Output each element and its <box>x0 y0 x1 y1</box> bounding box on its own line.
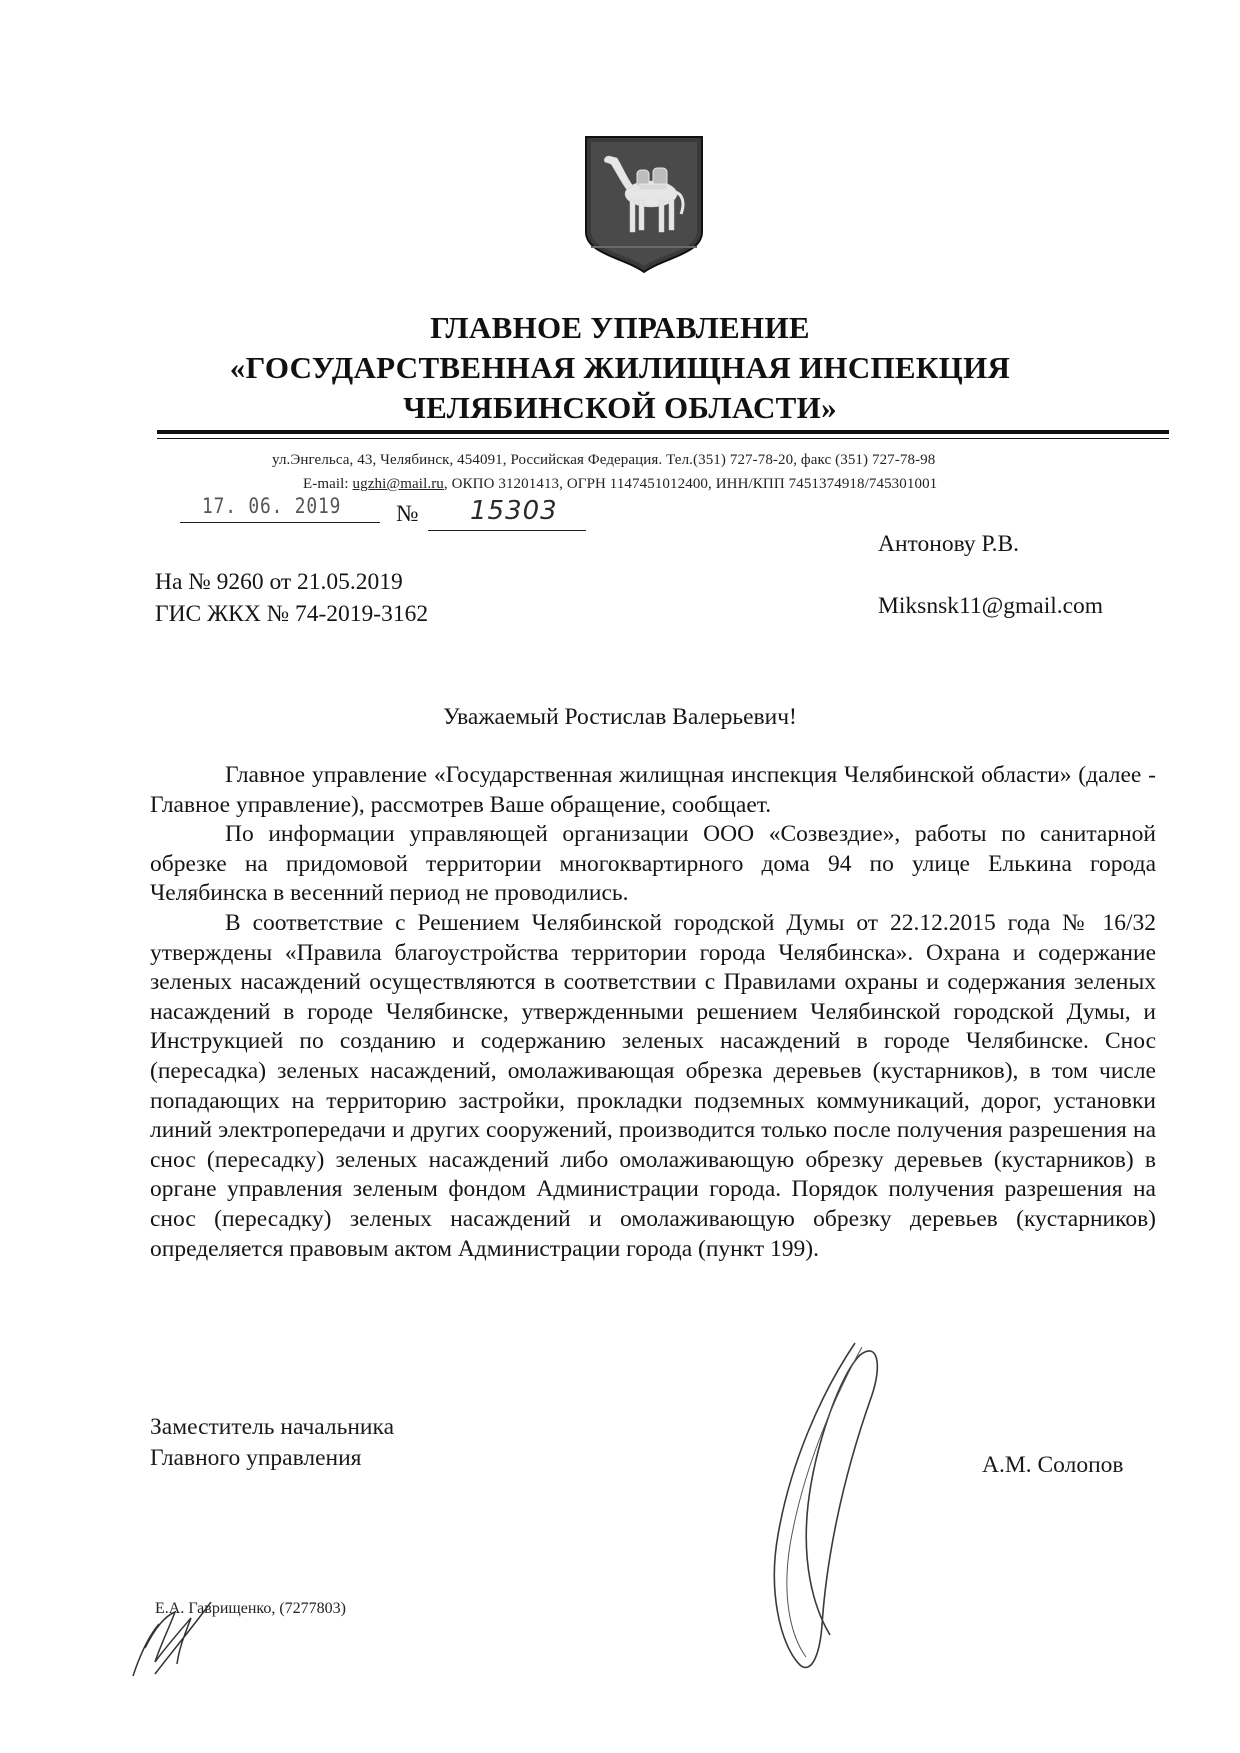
executor-info: Е.А. Гаврищенко, (7277803) <box>155 1600 346 1617</box>
header-divider-thick <box>157 430 1169 434</box>
signer-position-line-1: Заместитель начальника <box>150 1414 394 1440</box>
recipient-email: Miksnsk11@gmail.com <box>878 593 1104 619</box>
address-line: ул.Энгельса, 43, Челябинск, 454091, Российская Федерация. Тел.(351) 727-78-20, факс (351) 727-78-98 <box>272 452 936 468</box>
executor-initials-scribble <box>125 1588 220 1683</box>
email-label: E-mail: <box>303 476 353 492</box>
number-underline <box>428 530 586 531</box>
body-paragraph-1: Главное управление «Государственная жилищная инспекция Челябинской области» (далее - Главное управление), рассмотрев Ваше обращение, сообщает. <box>150 762 1156 818</box>
reference-number: На № 9260 от 21.05.2019 <box>155 569 403 595</box>
registration-number-handwritten: 15303 <box>470 496 558 526</box>
body-paragraph-3: В соответствие с Решением Челябинской городской Думы от 22.12.2015 года № 16/32 утверждены «Правила благоустройства территории города Челябинска». Охрана и содержание зеленых насаждений осуществляются в соответствии с Правилами охраны и содержания зеленых насаждений в городе Челябинске, утвержденными решением Челябинской городской Думы, и Инструкцией по созданию и содержанию зеленых насаждений в городе Челябинске. Снос (пересадка) зеленых насаждений, омолаживающая обрезка деревьев (кустарников), в том числе попадающих на территорию застройки, прокладки подземных коммуникаций, дорог, установки линий электропередачи и других сооружений, производится только после получения разрешения на снос (пересадку) зеленых насаждений либо омолаживающую обрезку деревьев (кустарников) в органе управления зеленым фондом Администрации города. Порядок получения разрешения на снос (пересадку) зеленых насаждений и омолаживающую обрезку деревьев (кустарников) определяется правовым актом Администрации города (пункт 199). <box>150 909 1156 1262</box>
signer-position-line-2: Главного управления <box>150 1445 362 1471</box>
recipient-name: Антонову Р.В. <box>878 531 1020 557</box>
signer-name: А.М. Солопов <box>982 1452 1124 1478</box>
date-underline <box>180 522 380 523</box>
coat-of-arms-emblem <box>583 134 705 274</box>
email-link[interactable]: ugzhi@mail.ru <box>352 476 444 492</box>
header-divider-thin <box>157 438 1169 439</box>
handwritten-signature <box>760 1335 910 1680</box>
registration-date-stamp: 17. 06. 2019 <box>202 494 342 518</box>
email-codes-line <box>303 476 937 493</box>
codes-text: , ОКПО 31201413, ОГРН 1147451012400, ИНН/КПП 7451374918/745301001 <box>443 476 938 492</box>
body-paragraph-2: По информации управляющей организации ООО «Созвездие», работы по санитарной обрезке на придомовой территории многоквартирного дома 94 по улице Елькина города Челябинска в весенний период не проводились. <box>150 821 1156 907</box>
org-title-line-2: «ГОСУДАРСТВЕННАЯ ЖИЛИЩНАЯ ИНСПЕКЦИЯ <box>229 350 1011 385</box>
letter-body <box>150 761 1156 1264</box>
org-title-line-3: ЧЕЛЯБИНСКОЙ ОБЛАСТИ» <box>403 390 837 425</box>
number-label: № <box>396 501 419 527</box>
org-title-line-1: ГЛАВНОЕ УПРАВЛЕНИЕ <box>430 310 810 345</box>
salutation: Уважаемый Ростислав Валерьевич! <box>443 704 797 730</box>
gis-jkh-number: ГИС ЖКХ № 74-2019-3162 <box>155 601 429 627</box>
